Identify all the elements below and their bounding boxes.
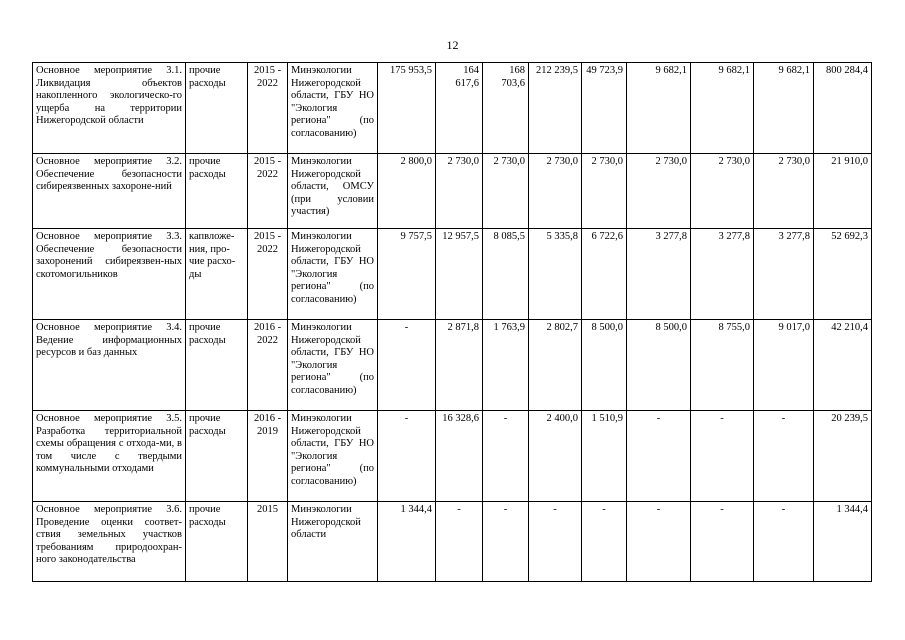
measure-name-cell: Основное мероприятие 3.2. Обеспечение безопасности сибиреязвенных захороне-ний — [33, 154, 186, 229]
year-value-cell: 9 682,1 — [691, 63, 754, 154]
executor-cell: Минэкологии Нижегородской области, ГБУ НО "Экология региона" (по согласованию) — [288, 63, 378, 154]
year-value-cell: 1 344,4 — [378, 502, 436, 582]
year-value-cell: 5 335,8 — [529, 229, 582, 320]
expense-type-cell: прочие расходы — [186, 154, 248, 229]
year-value-cell: 164 617,6 — [436, 63, 483, 154]
table-row — [33, 502, 872, 582]
year-value-cell: 6 722,6 — [582, 229, 627, 320]
total-value-cell: 1 344,4 — [814, 502, 872, 582]
year-value-cell: 1 510,9 — [582, 411, 627, 502]
year-value-cell: 2 802,7 — [529, 320, 582, 411]
year-value-cell: 2 730,0 — [754, 154, 814, 229]
year-value-cell: 168 703,6 — [483, 63, 529, 154]
total-value-cell: 20 239,5 — [814, 411, 872, 502]
executor-cell: Минэкологии Нижегородской области, ГБУ НО "Экология региона" (по согласованию) — [288, 411, 378, 502]
total-value-cell: 800 284,4 — [814, 63, 872, 154]
year-value-cell: 2 730,0 — [436, 154, 483, 229]
measure-name-cell: Основное мероприятие 3.4. Ведение информационных ресурсов и баз данных — [33, 320, 186, 411]
year-value-cell: 12 957,5 — [436, 229, 483, 320]
year-value-cell: 2 800,0 — [378, 154, 436, 229]
measure-name-cell: Основное мероприятие 3.3. Обеспечение безопасности захоронений сибиреязвен-ных скотомогильников — [33, 229, 186, 320]
year-value-cell: 2 730,0 — [529, 154, 582, 229]
year-value-cell: 3 277,8 — [691, 229, 754, 320]
budget-table — [32, 62, 872, 582]
year-value-cell: - — [436, 502, 483, 582]
year-value-cell: 2 871,8 — [436, 320, 483, 411]
table-row — [33, 154, 872, 229]
year-value-cell: 2 730,0 — [582, 154, 627, 229]
measure-name-cell: Основное мероприятие 3.1. Ликвидация объектов накопленного экологическо-го ущерба на территории Нижегородской области — [33, 63, 186, 154]
year-value-cell: 8 085,5 — [483, 229, 529, 320]
table-row — [33, 229, 872, 320]
year-value-cell: 49 723,9 — [582, 63, 627, 154]
period-cell: 2015 - 2022 — [248, 154, 288, 229]
total-value-cell: 21 910,0 — [814, 154, 872, 229]
year-value-cell: - — [691, 502, 754, 582]
year-value-cell: 2 730,0 — [483, 154, 529, 229]
table-row — [33, 411, 872, 502]
table-row — [33, 63, 872, 154]
executor-cell: Минэкологии Нижегородской области, ОМСУ (при условии участия) — [288, 154, 378, 229]
year-value-cell: - — [691, 411, 754, 502]
year-value-cell: 8 500,0 — [627, 320, 691, 411]
executor-cell: Минэкологии Нижегородской области, ГБУ НО "Экология региона" (по согласованию) — [288, 320, 378, 411]
expense-type-cell: прочие расходы — [186, 502, 248, 582]
executor-cell: Минэкологии Нижегородской области — [288, 502, 378, 582]
year-value-cell: - — [529, 502, 582, 582]
expense-type-cell: прочие расходы — [186, 63, 248, 154]
year-value-cell: 3 277,8 — [627, 229, 691, 320]
year-value-cell: 2 400,0 — [529, 411, 582, 502]
year-value-cell: - — [754, 411, 814, 502]
year-value-cell: - — [483, 411, 529, 502]
year-value-cell: 8 500,0 — [582, 320, 627, 411]
year-value-cell: 16 328,6 — [436, 411, 483, 502]
total-value-cell: 52 692,3 — [814, 229, 872, 320]
year-value-cell: 8 755,0 — [691, 320, 754, 411]
total-value-cell: 42 210,4 — [814, 320, 872, 411]
year-value-cell: 9 017,0 — [754, 320, 814, 411]
expense-type-cell: капвложе-ния, про-чие расхо-ды — [186, 229, 248, 320]
expense-type-cell: прочие расходы — [186, 411, 248, 502]
period-cell: 2016 - 2022 — [248, 320, 288, 411]
year-value-cell: - — [483, 502, 529, 582]
year-value-cell: - — [378, 411, 436, 502]
measure-name-cell: Основное мероприятие 3.6. Проведение оценки соответ-ствия земельных участков требованиям природоохран-ного законодательства — [33, 502, 186, 582]
measure-name-cell: Основное мероприятие 3.5. Разработка территориальной схемы обращения с отхода-ми, в том числе с твердыми коммунальными отходами — [33, 411, 186, 502]
executor-cell: Минэкологии Нижегородской области, ГБУ НО "Экология региона" (по согласованию) — [288, 229, 378, 320]
year-value-cell: 1 763,9 — [483, 320, 529, 411]
year-value-cell: 175 953,5 — [378, 63, 436, 154]
period-cell: 2015 — [248, 502, 288, 582]
page-number: 12 — [446, 38, 459, 52]
year-value-cell: 212 239,5 — [529, 63, 582, 154]
period-cell: 2016 - 2019 — [248, 411, 288, 502]
year-value-cell: - — [627, 502, 691, 582]
year-value-cell: - — [582, 502, 627, 582]
year-value-cell: - — [627, 411, 691, 502]
year-value-cell: 2 730,0 — [627, 154, 691, 229]
year-value-cell: - — [378, 320, 436, 411]
period-cell: 2015 - 2022 — [248, 63, 288, 154]
year-value-cell: 9 757,5 — [378, 229, 436, 320]
year-value-cell: - — [754, 502, 814, 582]
year-value-cell: 3 277,8 — [754, 229, 814, 320]
expense-type-cell: прочие расходы — [186, 320, 248, 411]
year-value-cell: 9 682,1 — [754, 63, 814, 154]
year-value-cell: 2 730,0 — [691, 154, 754, 229]
year-value-cell: 9 682,1 — [627, 63, 691, 154]
table-row — [33, 320, 872, 411]
period-cell: 2015 - 2022 — [248, 229, 288, 320]
